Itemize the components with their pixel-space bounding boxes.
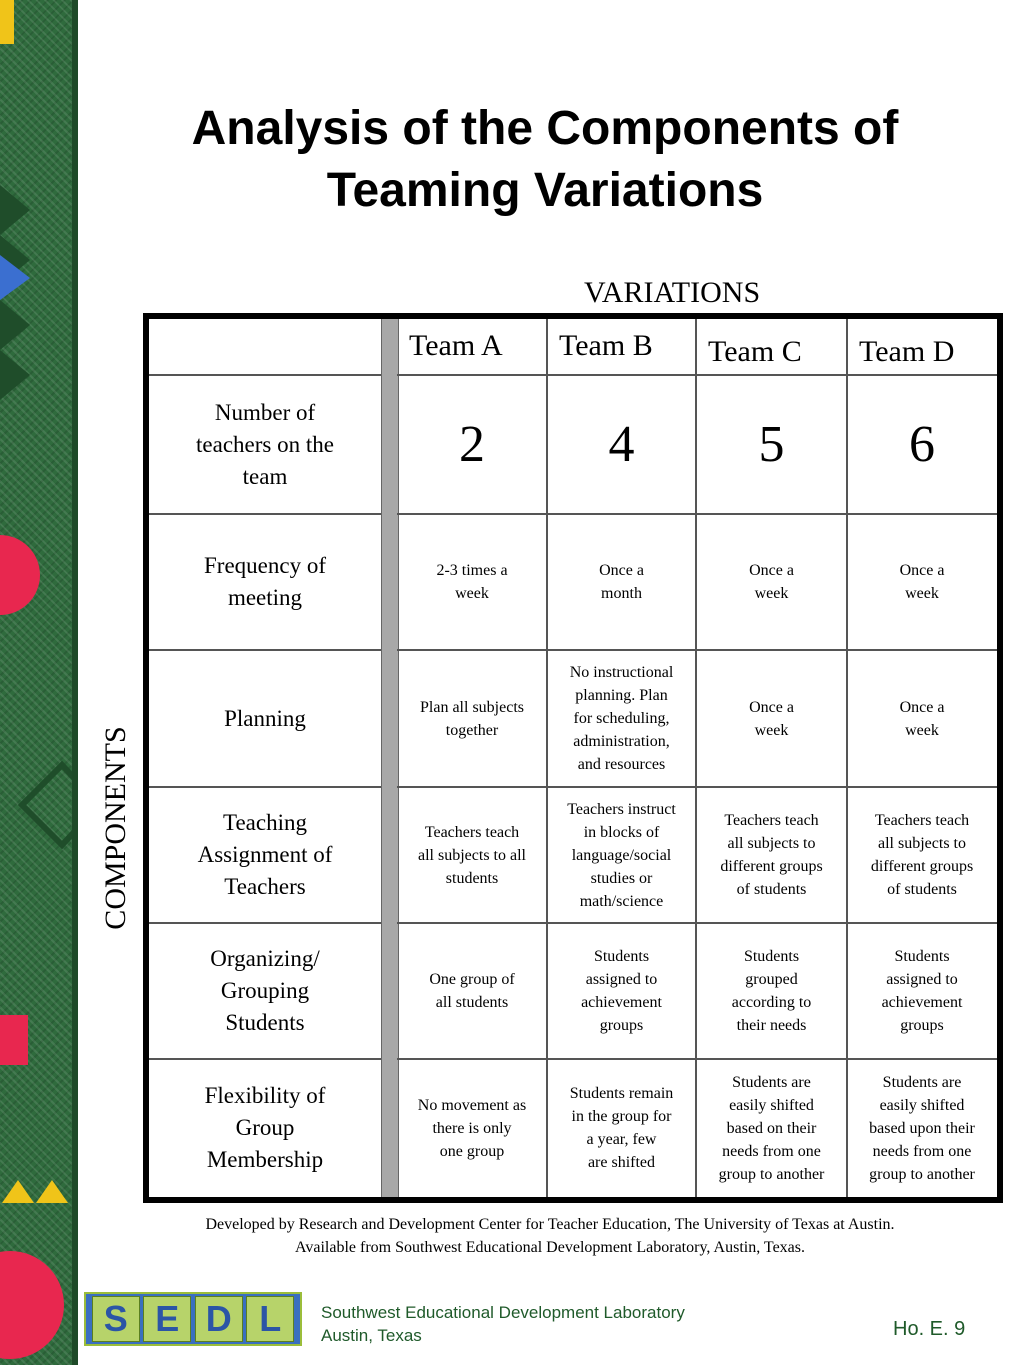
- cell-line: Students: [743, 948, 800, 965]
- cell-line: Planning: [224, 705, 306, 731]
- cell-line: month: [601, 585, 642, 602]
- cell-line: planning. Plan: [575, 687, 668, 704]
- cell-line: students: [445, 869, 499, 887]
- cell-line: Students: [593, 948, 650, 965]
- cell-line: Organizing/: [210, 946, 320, 971]
- component-label: [149, 375, 381, 514]
- cell-line: Teachers: [224, 874, 306, 899]
- cell-line: assigned to: [585, 971, 658, 988]
- cell-line: Teachers teach: [874, 812, 970, 829]
- cell-line: different groups: [720, 858, 823, 875]
- cell-line: Teachers teach: [724, 812, 819, 829]
- cell-line: achievement: [881, 994, 963, 1011]
- table-body: [149, 319, 997, 1197]
- components-table: [143, 313, 1003, 1203]
- cell-line: Plan all subjects: [420, 698, 524, 716]
- variation-cell: [696, 787, 847, 923]
- cell-line: in the group for: [571, 1108, 672, 1125]
- component-label: [149, 1059, 381, 1197]
- team-header: Team C: [708, 335, 802, 368]
- variation-cell: [547, 923, 696, 1059]
- band-edge: [72, 0, 78, 1365]
- cell-line: in blocks of: [583, 823, 660, 841]
- variations-label: VARIATIONS: [584, 276, 761, 309]
- cell-line: week: [754, 721, 789, 739]
- cell-line: group to another: [869, 1165, 975, 1183]
- component-label: [149, 923, 381, 1059]
- cell-line: assigned to: [886, 971, 958, 988]
- cell-line: 6: [909, 416, 935, 473]
- team-header: Team D: [859, 335, 955, 368]
- cell-line: their needs: [736, 1017, 807, 1034]
- cell-line: No movement as: [417, 1096, 527, 1114]
- cell-line: needs from one: [872, 1142, 972, 1160]
- cell-line: Teachers teach: [424, 823, 520, 841]
- cell-line: Assignment of: [197, 842, 333, 867]
- variation-cell: [397, 514, 547, 650]
- cell-line: and resources: [577, 756, 666, 773]
- cell-line: all subjects to: [878, 835, 966, 852]
- variation-cell: [847, 1059, 997, 1197]
- sedl-logo: [84, 1292, 302, 1346]
- cell-line: 4: [608, 416, 635, 473]
- cell-line: all students: [435, 994, 509, 1011]
- cell-line: Number of: [214, 399, 316, 425]
- cell-line: based upon their: [869, 1119, 975, 1137]
- cell-line: Group: [235, 1115, 295, 1140]
- variation-cell: [696, 375, 847, 514]
- cell-line: Once a: [749, 562, 794, 579]
- cell-line: week: [905, 585, 939, 602]
- cell-line: Grouping: [220, 978, 310, 1003]
- cell-line: Once a: [899, 562, 945, 579]
- team-header: Team A: [409, 329, 503, 362]
- credit-line-2: Available from Southwest Educational Development Laboratory, Austin, Texas.: [294, 1239, 805, 1256]
- cell-line: math/science: [579, 892, 664, 910]
- cell-line: Students remain: [569, 1085, 674, 1102]
- variation-cell: [847, 514, 997, 650]
- cell-line: One group of: [429, 971, 515, 988]
- variation-cell: [547, 1059, 696, 1197]
- cell-line: group to another: [718, 1165, 825, 1183]
- cell-line: together: [445, 721, 499, 739]
- cell-line: studies or: [590, 869, 653, 887]
- variation-cell: [547, 650, 696, 787]
- cell-line: based on their: [726, 1119, 817, 1137]
- components-label: COMPONENTS: [99, 726, 132, 930]
- footer-org-line-1: Southwest Educational Development Laboratory: [321, 1303, 685, 1322]
- cell-line: 2: [459, 416, 485, 473]
- handout-reference: Ho. E. 9: [893, 1318, 966, 1340]
- cell-line: Teaching: [223, 810, 307, 835]
- variation-cell: [847, 923, 997, 1059]
- variation-cell: [547, 514, 696, 650]
- cell-line: week: [754, 585, 789, 602]
- cell-line: Once a: [599, 562, 644, 579]
- cell-line: achievement: [581, 994, 662, 1011]
- cell-line: of students: [887, 881, 957, 898]
- cell-line: all subjects to: [727, 835, 816, 852]
- cell-line: needs from one: [722, 1142, 821, 1160]
- cell-line: 5: [758, 416, 785, 473]
- cell-line: according to: [731, 994, 812, 1011]
- cell-line: of students: [736, 881, 807, 898]
- cell-line: Membership: [206, 1147, 324, 1172]
- component-label: [149, 787, 381, 923]
- variation-cell: [696, 923, 847, 1059]
- title-line-1: Analysis of the Components of: [191, 102, 899, 155]
- variation-cell: [397, 375, 547, 514]
- cell-line: administration,: [573, 733, 670, 750]
- cell-line: Flexibility of: [204, 1083, 326, 1108]
- cell-line: easily shifted: [879, 1096, 965, 1114]
- component-label: [149, 650, 381, 787]
- components-label-box: [96, 712, 136, 944]
- cell-line: one group: [439, 1142, 505, 1160]
- variation-cell: [397, 1059, 547, 1197]
- cell-line: Frequency of: [204, 553, 326, 578]
- cell-line: are shifted: [587, 1154, 656, 1171]
- cell-line: meeting: [227, 585, 303, 610]
- cell-line: teachers on the: [196, 431, 334, 457]
- variation-cell: [696, 650, 847, 787]
- decorative-left-band: [0, 0, 76, 1365]
- team-header: Team B: [559, 329, 653, 362]
- cell-line: for scheduling,: [573, 710, 670, 727]
- component-label: [149, 514, 381, 650]
- variation-cell: [397, 923, 547, 1059]
- page-title: [100, 98, 990, 222]
- variation-cell: [847, 787, 997, 923]
- logo-letter: D: [195, 1296, 243, 1342]
- variation-cell: [397, 650, 547, 787]
- logo-letter: S: [92, 1296, 140, 1342]
- credit-line-1: Developed by Research and Development Center for Teacher Education, The University of Texas at Austin.: [205, 1216, 895, 1233]
- variation-cell: [696, 514, 847, 650]
- cell-line: a year, few: [586, 1131, 657, 1148]
- cell-line: 2-3 times a: [436, 562, 508, 579]
- cell-line: week: [455, 585, 489, 602]
- cell-line: Once a: [749, 698, 794, 716]
- cell-line: Teachers instruct: [567, 800, 676, 818]
- cell-line: Students are: [732, 1073, 811, 1091]
- cell-line: groups: [900, 1017, 944, 1034]
- footer-org-line-2: Austin, Texas: [321, 1326, 422, 1345]
- logo-letter: L: [246, 1296, 294, 1342]
- cell-line: Students: [225, 1010, 305, 1035]
- variation-cell: [547, 375, 696, 514]
- cell-line: Students are: [882, 1073, 962, 1091]
- variation-cell: [847, 650, 997, 787]
- variation-cell: [397, 787, 547, 923]
- logo-letter: E: [143, 1296, 191, 1342]
- cell-line: language/social: [571, 846, 672, 864]
- variation-cell: [847, 375, 997, 514]
- cell-line: Once a: [899, 698, 945, 716]
- cell-line: No instructional: [569, 664, 674, 681]
- variation-cell: [547, 787, 696, 923]
- cell-line: team: [242, 463, 288, 489]
- cell-line: there is only: [432, 1119, 512, 1137]
- cell-line: grouped: [745, 971, 798, 988]
- credit-text: [110, 1213, 990, 1259]
- cell-line: Students: [894, 948, 950, 965]
- cell-line: easily shifted: [729, 1096, 814, 1114]
- cell-line: all subjects to all: [418, 846, 526, 864]
- cell-line: groups: [599, 1017, 644, 1034]
- title-line-2: Teaming Variations: [326, 164, 764, 217]
- cell-line: different groups: [870, 858, 974, 875]
- footer-organization: [321, 1301, 685, 1347]
- decorative-shapes: [0, 0, 76, 1365]
- cell-line: week: [905, 721, 939, 739]
- variation-cell: [696, 1059, 847, 1197]
